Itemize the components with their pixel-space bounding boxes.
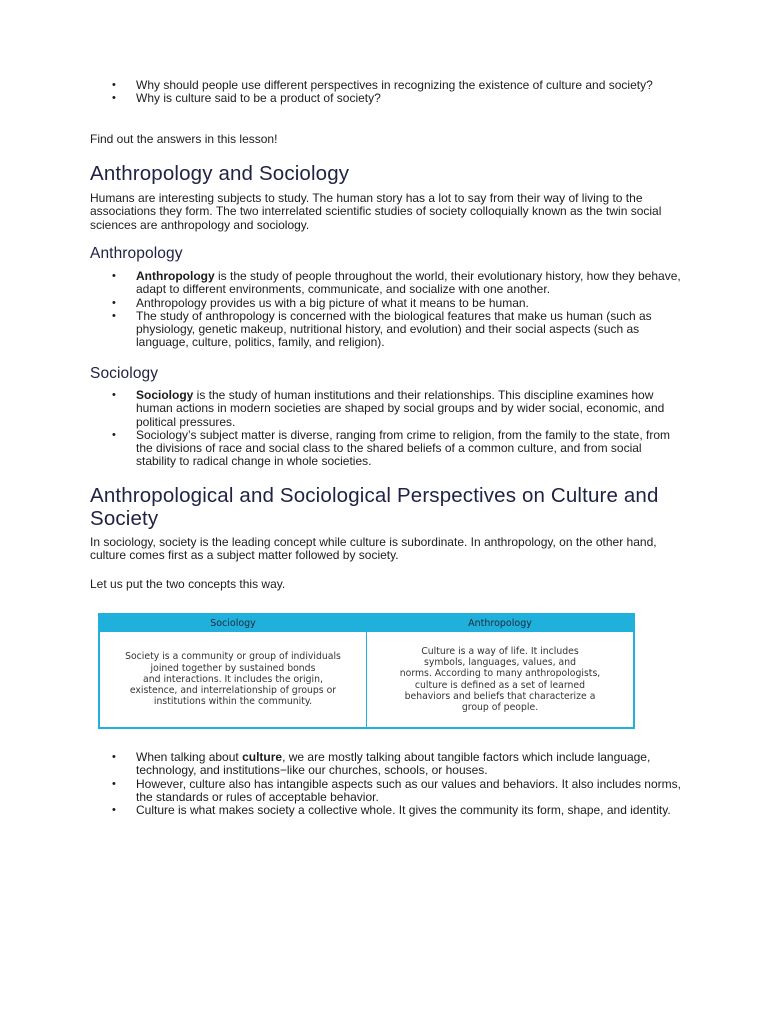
item-text: Sociology’s subject matter is diverse, ranging from crime to religion, from the family to the state, from the divisions of race and social class to the shared beliefs of a common culture, and from social stability to radical change in whole societies. [136, 427, 670, 469]
comparison-table [98, 613, 635, 729]
anthropology-item [136, 297, 682, 310]
section-title-perspectives: Anthropological and Sociological Perspectives on Culture and Society [90, 484, 659, 530]
perspectives-paragraph: In sociology, society is the leading concept while culture is subordinate. In anthropology, on the other hand, culture comes first as a subject matter followed by society. [90, 535, 657, 563]
anthropology-list [90, 270, 682, 350]
anthropology-item [136, 270, 682, 297]
item-text: is the study of people throughout the world, their evolutionary history, how they behave, adapt to different environments, communicate, and socialize with one another. [136, 269, 681, 297]
sociology-item [136, 429, 682, 469]
sociology-column [100, 615, 366, 727]
anthropology-heading: Anthropology [90, 245, 183, 262]
section-title-anthropology-sociology: Anthropology and Sociology [90, 162, 350, 185]
item-text: Culture is what makes society a collective whole. It gives the community its form, shape, and identity. [136, 803, 671, 818]
bold-term: Sociology [136, 388, 194, 402]
item-text: is the study of human institutions and their relationships. This discipline examines how human actions in modern societies are shaped by social groups and by wider social, economic, and political pressures. [136, 388, 665, 429]
sociology-definition: Society is a community or group of individuals joined together by sustained bonds and interactions. It includes the origin, existence, and interrelationship of groups or institutions within the community. [125, 651, 341, 708]
column-header-sociology: Sociology [100, 615, 366, 632]
item-text: Anthropology provides us with a big picture of what it means to be human. [136, 295, 529, 310]
find-out-text: Find out the answers in this lesson! [90, 132, 278, 146]
bold-term: Anthropology [136, 269, 215, 283]
item-text: When talking about [136, 750, 243, 764]
item-text: However, culture also has intangible aspects such as our values and behaviors. It also includes norms, the standards or rules of acceptable behavior. [136, 776, 681, 804]
culture-points-list [90, 751, 682, 817]
culture-point [136, 804, 682, 817]
bold-term: culture [242, 750, 283, 764]
sociology-list [90, 389, 682, 469]
culture-point [136, 778, 682, 805]
intro-question-list [90, 79, 653, 106]
anthropology-item [136, 310, 682, 350]
sociology-heading: Sociology [90, 365, 159, 382]
lead-in-text: Let us put the two concepts this way. [90, 577, 286, 591]
item-text: , we are mostly talking about tangible factors which include language, technology, and institutions−like our churches, schools, or houses. [136, 750, 651, 778]
sociology-item [136, 389, 682, 429]
item-text: The study of anthropology is concerned with the biological features that make us human (such as physiology, genetic makeup, nutritional history, and evolution) and their social aspects (such as language, culture, politics, family, and religion). [136, 308, 652, 350]
intro-question: • Why is culture said to be a product of society? [136, 92, 653, 105]
culture-point [136, 751, 682, 778]
anthropology-definition: Culture is a way of life. It includes symbols, languages, values, and norms. According to many anthropologists, culture is defined as a set of learned behaviors and beliefs that characterize a group of people. [399, 645, 601, 714]
intro-paragraph: Humans are interesting subjects to study. The human story has a lot to say from their way of living to the associations they form. The two interrelated scientific studies of society colloquially known as the twin social sciences are anthropology and sociology. [90, 191, 662, 232]
anthropology-column [366, 615, 633, 727]
column-header-anthropology: Anthropology [367, 615, 633, 632]
intro-question: • Why should people use different perspectives in recognizing the existence of culture and society? [136, 79, 653, 92]
